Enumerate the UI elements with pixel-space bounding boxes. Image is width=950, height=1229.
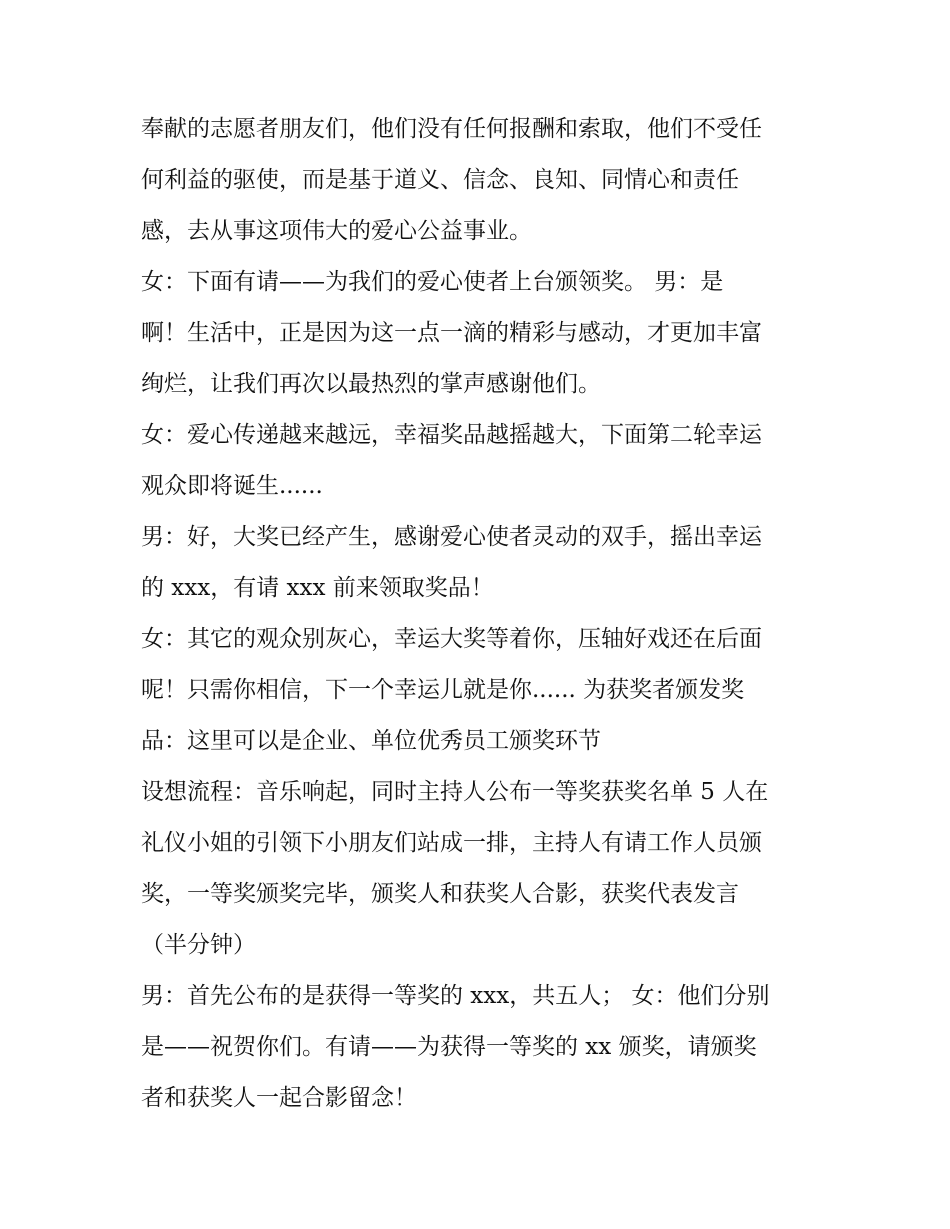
text-line: 奉献的志愿者朋友们，他们没有任何报酬和索取，他们不受任 (141, 116, 762, 142)
body-text (141, 104, 821, 1124)
text-line: 啊！生活中，正是因为这一点一滴的精彩与感动，才更加丰富 (141, 320, 762, 346)
text-line: 男：好，大奖已经产生，感谢爱心使者灵动的双手，摇出幸运 (141, 524, 762, 550)
text-line: 男：首先公布的是获得一等奖的 xxx，共五人； 女：他们分别 (141, 983, 770, 1009)
text-line: （半分钟） (141, 932, 256, 958)
text-line: 礼仪小姐的引领下小朋友们站成一排，主持人有请工作人员颁 (141, 830, 762, 856)
text-line: 女：其它的观众别灰心，幸运大奖等着你，压轴好戏还在后面 (141, 626, 762, 652)
text-line: 女：下面有请——为我们的爱心使者上台颁领奖。 男：是 (141, 269, 724, 295)
text-line: 感，去从事这项伟大的爱心公益事业。 (141, 218, 532, 244)
text-line: 何利益的驱使，而是基于道义、信念、良知、同情心和责任 (141, 167, 739, 193)
text-line: 观众即将诞生...... (141, 473, 323, 499)
text-line: 奖，一等奖颁奖完毕，颁奖人和获奖人合影，获奖代表发言 (141, 881, 739, 907)
text-line: 者和获奖人一起合影留念！ (141, 1085, 417, 1111)
text-line: 绚烂，让我们再次以最热烈的掌声感谢他们。 (141, 371, 601, 397)
text-line: 设想流程：音乐响起，同时主持人公布一等奖获奖名单 5 人在 (141, 779, 769, 805)
text-line: 的 xxx，有请 xxx 前来领取奖品！ (141, 575, 494, 601)
text-line: 女：爱心传递越来越远，幸福奖品越摇越大，下面第二轮幸运 (141, 422, 762, 448)
text-line: 品：这里可以是企业、单位优秀员工颁奖环节 (141, 728, 601, 754)
text-line: 呢！只需你相信，下一个幸运儿就是你...... 为获奖者颁发奖 (141, 677, 745, 703)
text-line: 是——祝贺你们。有请——为获得一等奖的 xx 颁奖，请颁奖 (141, 1034, 757, 1060)
